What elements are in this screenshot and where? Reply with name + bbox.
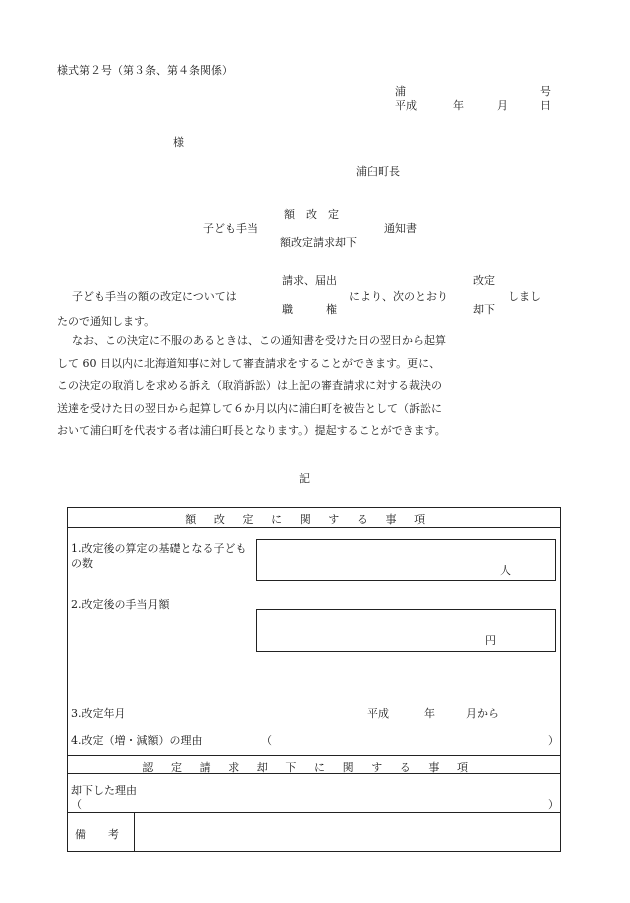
item4-open-paren: （ (261, 734, 272, 747)
header-era: 平成 (395, 99, 417, 112)
p1-ruby2-bottom: 却下 (473, 303, 495, 316)
header-number-suffix: 号 (540, 85, 551, 98)
section2-header: 認定請求却下に関する事項 (142, 761, 486, 774)
p2-line: おいて浦臼町を代表する者は浦臼町長となります。）提起することができます。 (57, 424, 446, 437)
divider (68, 812, 560, 813)
header-month: 月 (497, 99, 508, 112)
item3-era: 平成 (367, 707, 389, 720)
item2-label: 2.改定後の手当月額 (71, 598, 170, 611)
form-label: 様式第２号（第３条、第４条関係） (57, 64, 233, 77)
item1-label: 1.改定後の算定の基礎となる子ども の数 (71, 542, 247, 570)
item2-value-box[interactable] (256, 609, 556, 652)
title-bottom: 額改定請求却下 (280, 236, 357, 249)
issuer-name: 浦臼町長 (356, 165, 400, 178)
header-ura: 浦 (395, 85, 406, 98)
paragraph-appeal (57, 330, 557, 443)
p2-line: この決定の取消しを求める訴え（取消訴訟）は上記の審査請求に対する裁決の (57, 379, 442, 392)
title-top: 額 改 定 (284, 208, 339, 221)
section1-header: 額改定に関する事項 (185, 513, 443, 526)
p1-part-c: しまし (508, 290, 541, 303)
details-table (67, 507, 561, 852)
addressee-sama: 様 (173, 136, 184, 149)
p1-part-b: により、次のとおり (349, 290, 448, 303)
p2-line: なお、この決定に不服のあるときは、この通知書を受けた日の翌日から起算 (72, 334, 446, 347)
p2-line: して 60 日以内に北海道知事に対して審査請求をすることができます。更に、 (57, 356, 441, 370)
item2-unit: 円 (485, 634, 496, 647)
p1-line2: たので通知します。 (57, 315, 156, 328)
reject-open-paren: （ (71, 798, 82, 811)
header-year: 年 (453, 99, 464, 112)
title-left: 子ども手当 (203, 222, 258, 235)
ki-mark: 記 (299, 472, 310, 485)
p1-ruby2-top: 改定 (473, 274, 495, 287)
p2-line: 送達を受けた日の翌日から起算して６か月以内に浦臼町を被告として（訴訟に (57, 401, 442, 415)
remarks-label: 備 考 (75, 828, 119, 841)
reject-close-paren: ） (548, 798, 559, 811)
divider (68, 773, 560, 774)
reject-reason-label: 却下した理由 (71, 784, 137, 797)
p1-ruby1-bottom: 職 権 (282, 303, 337, 316)
divider (68, 755, 560, 756)
item3-year: 年 (424, 707, 435, 720)
item3-month: 月から (466, 707, 499, 720)
item1-unit: 人 (500, 564, 511, 577)
p1-ruby1-top: 請求、届出 (282, 274, 337, 287)
item1-value-box[interactable] (256, 539, 556, 581)
remarks-divider (134, 812, 135, 852)
header-day: 日 (540, 99, 551, 112)
divider (68, 527, 560, 528)
item4-close-paren: ） (548, 734, 559, 747)
item3-label: 3.改定年月 (71, 707, 126, 720)
p1-part-a: 子ども手当の額の改定については (72, 290, 237, 303)
item4-label: 4.改定（増・減額）の理由 (71, 734, 203, 747)
remarks-field[interactable] (136, 814, 554, 850)
title-right: 通知書 (384, 222, 417, 235)
